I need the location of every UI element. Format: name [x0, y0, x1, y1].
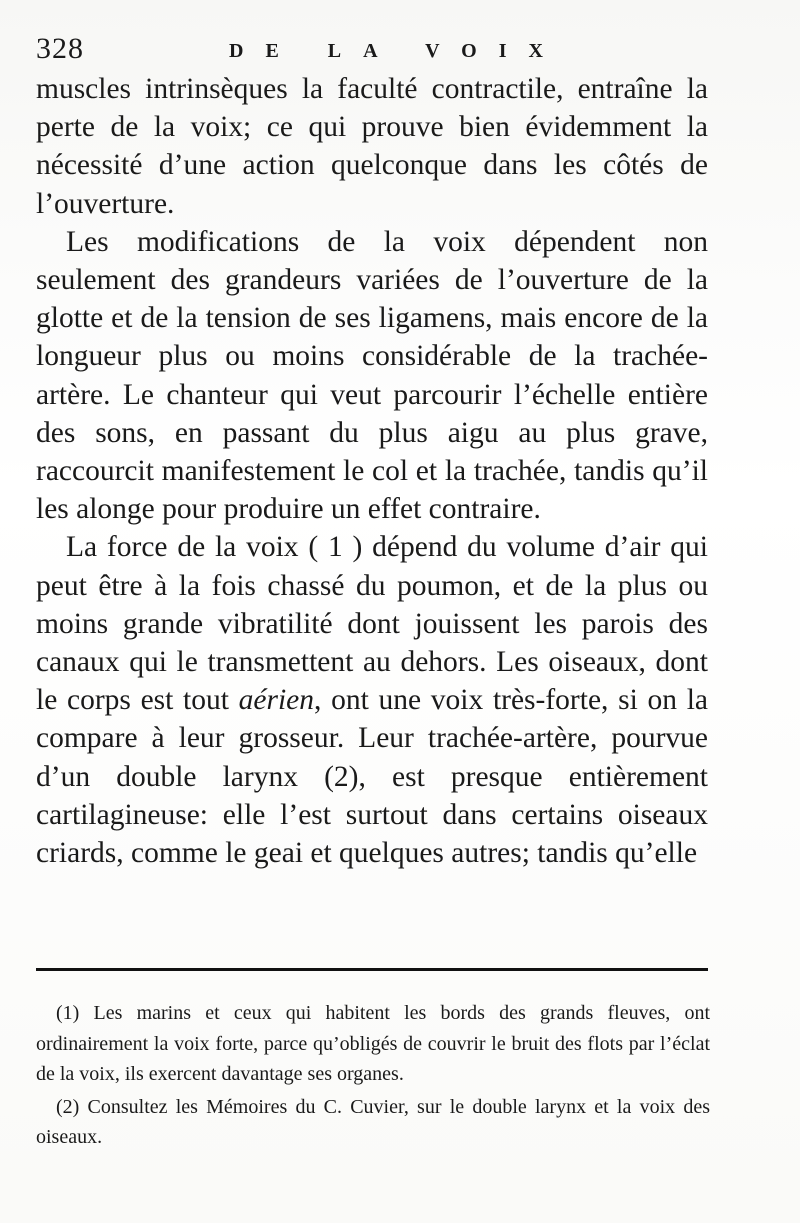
footnotes [36, 998, 710, 1155]
paragraph-text: La force de la voix ( 1 ) dépend du volume d’air qui peut être à la fois chassé du poumon, et de la plus ou moins grande vibratilité dont jouissent les parois des canaux qui le transmettent au dehors. Les oiseaux, dont le corps est tout [36, 531, 708, 717]
footnote-1: (1) Les marins et ceux qui habitent les bords des grands fleuves, ont ordinairement la voix forte, parce qu’obligés de couvrir le bruit des flots par l’éclat de la voix, ils exercent davantage ses organes. [36, 1002, 710, 1085]
paragraph-voice-force [36, 528, 708, 872]
page-number: 328 [36, 32, 84, 65]
footnote-separator [36, 968, 708, 971]
paragraph-continued: muscles intrinsèques la faculté contractile, entraîne la perte de la voix; ce qui prouve bien évidemment la nécessité d’une action quelconque dans les côtés de l’ouverture. [36, 73, 708, 220]
running-head [34, 32, 714, 72]
paragraph-text: , ont une voix très-forte, si on la compare à leur grosseur. Leur trachée-artère, pourvue d’un double larynx (2), est presque entièrement cartilagineuse: elle l’est surtout dans certains oiseaux criards, comme le geai et quelques autres; tandis qu’elle [36, 684, 708, 870]
italic-word: aérien [238, 684, 315, 717]
footnote-2: (2) Consultez les Mémoires du C. Cuvier, sur le double larynx et la voix des oiseaux. [36, 1095, 710, 1148]
running-title: DE LA VOIX [229, 40, 565, 62]
paragraph-voice-modifications: Les modifications de la voix dépendent non seulement des grandeurs variées de l’ouverture de la glotte et de la tension de ses ligamens, mais encore de la longueur plus ou moins considérable de la trachée-artère. Le chanteur qui veut parcourir l’échelle entière des sons, en passant du plus aigu au plus grave, raccourcit manifestement le col et la trachée, tandis qu’il les alonge pour produire un effet contraire. [36, 225, 708, 526]
main-text [36, 70, 708, 872]
